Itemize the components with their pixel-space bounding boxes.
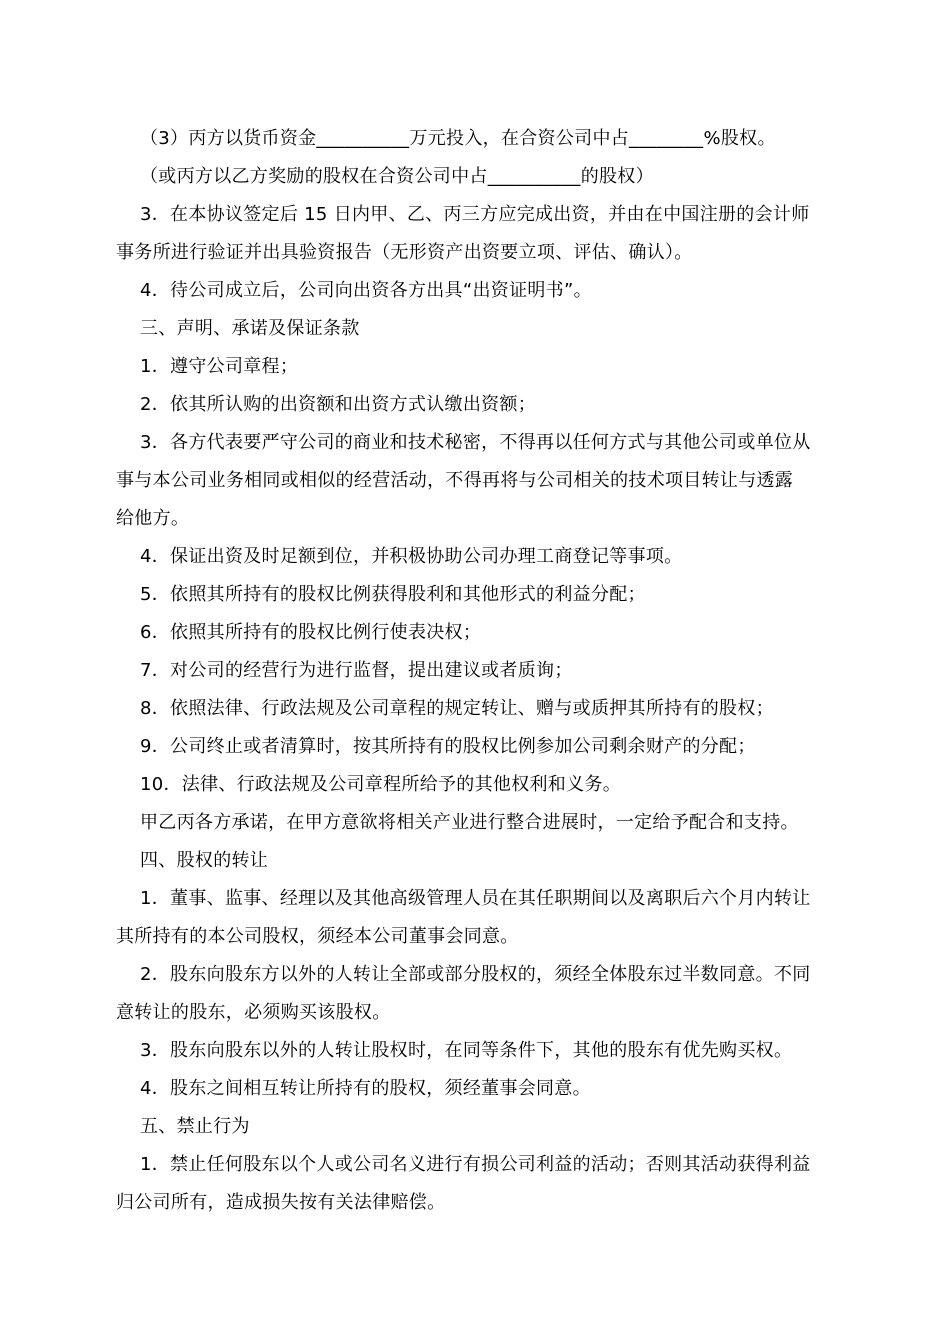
paragraph-line: 给他方。 [116, 508, 190, 529]
paragraph-line: 1．禁止任何股东以个人或公司名义进行有损公司利益的活动；否则其活动获得利益 [140, 1154, 811, 1175]
paragraph-line: 8．依照法律、行政法规及公司章程的规定转让、赠与或质押其所持有的股权； [140, 698, 774, 719]
section-heading: 五、禁止行为 [140, 1116, 250, 1137]
paragraph-line: 事与本公司业务相同或相似的经营活动，不得再将与公司相关的技术项目转让与透露 [116, 470, 794, 491]
paragraph-line: （或丙方以乙方奖励的股权在合资公司中占__________的股权） [140, 166, 654, 187]
paragraph-line: 意转让的股东，必须购买该股权。 [116, 1002, 391, 1023]
section-heading: 四、股权的转让 [140, 850, 269, 871]
paragraph-line: 4．股东之间相互转让所持有的股权，须经董事会同意。 [140, 1078, 591, 1099]
paragraph-line: 5．依照其所持有的股权比例获得股利和其他形式的利益分配； [140, 584, 646, 605]
paragraph-line: 1．董事、监事、经理以及其他高级管理人员在其任职期间以及离职后六个月内转让 [140, 888, 811, 909]
paragraph-line: 6．依照其所持有的股权比例行使表决权； [140, 622, 482, 643]
paragraph-line: 7．对公司的经营行为进行监督，提出建议或者质询； [140, 660, 573, 681]
paragraph-line: 其所持有的本公司股权，须经本公司董事会同意。 [116, 926, 519, 947]
paragraph-line: 甲乙丙各方承诺，在甲方意欲将相关产业进行整合进展时，一定给予配合和支持。 [140, 812, 799, 833]
paragraph-line: 3．各方代表要严守公司的商业和技术秘密，不得再以任何方式与其他公司或单位从 [140, 432, 811, 453]
paragraph-line: 归公司所有，造成损失按有关法律赔偿。 [116, 1192, 446, 1213]
paragraph-line: 事务所进行验证并出具验资报告（无形资产出资要立项、评估、确认）。 [116, 242, 693, 263]
section-heading: 三、声明、承诺及保证条款 [140, 318, 360, 339]
paragraph-line: 10．法律、行政法规及公司章程所给予的其他权利和义务。 [140, 774, 622, 795]
paragraph-line: 1．遵守公司章程； [140, 356, 299, 377]
paragraph-line: 2．依其所认购的出资额和出资方式认缴出资额； [140, 394, 537, 415]
paragraph-line: （3）丙方以货币资金__________万元投入，在合资公司中占________%股权。 [140, 128, 776, 149]
paragraph-line: 9．公司终止或者清算时，按其所持有的股权比例参加公司剩余财产的分配； [140, 736, 756, 757]
paragraph-line: 2．股东向股东方以外的人转让全部或部分股权的，须经全体股东过半数同意。不同 [140, 964, 811, 985]
paragraph-line: 3．股东向股东以外的人转让股权时，在同等条件下，其他的股东有优先购买权。 [140, 1040, 793, 1061]
paragraph-line: 3．在本协议签定后 15 日内甲、乙、丙三方应完成出资，并由在中国注册的会计师 [140, 204, 810, 225]
paragraph-line: 4．保证出资及时足额到位，并积极协助公司办理工商登记等事项。 [140, 546, 683, 567]
paragraph-line: 4．待公司成立后，公司向出资各方出具“出资证明书”。 [140, 280, 592, 301]
